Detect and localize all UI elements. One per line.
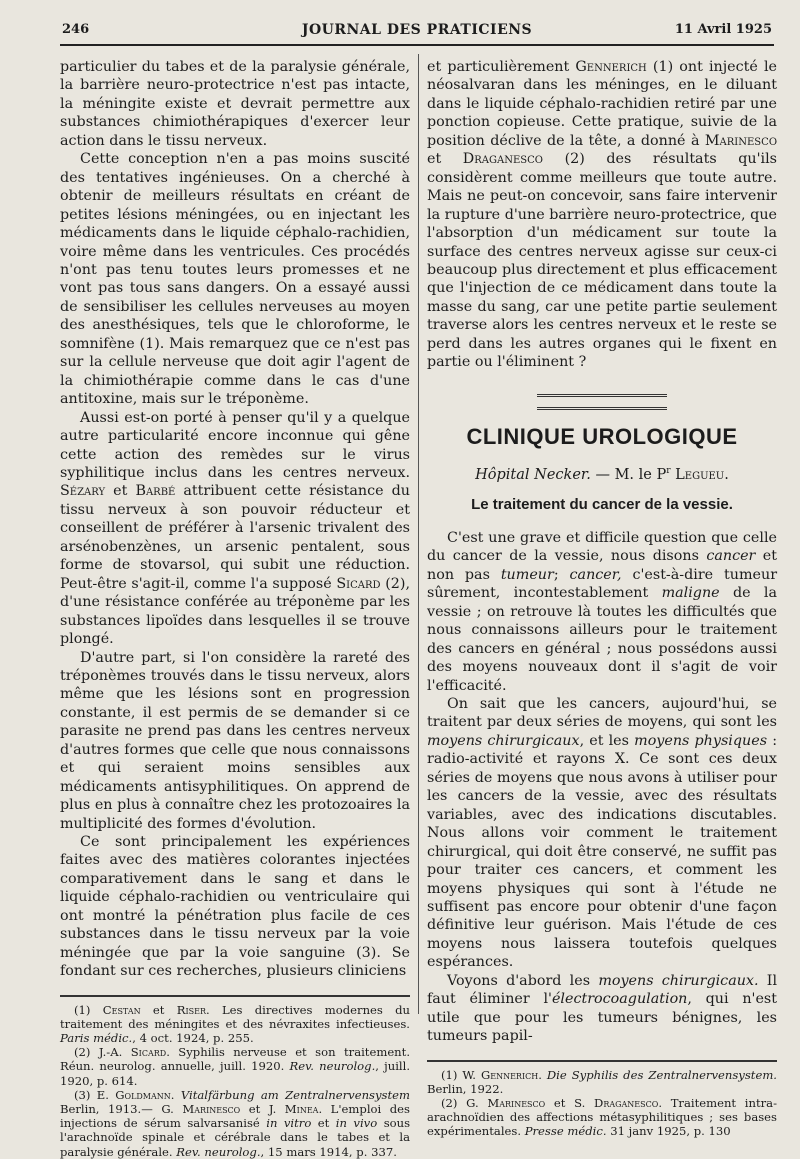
footnote-rule bbox=[427, 1060, 777, 1062]
right-paragraph-4: Voyons d'abord les moyens chirurgicaux. Il faut éliminer l'électrocoagulation, qui n'est utile que pour les tumeurs bénignes, les tumeurs papil- bbox=[427, 972, 778, 1045]
footnote-3: (3) E. Goldmann. Vitalfärbung am Zentralnervensystem Berlin, 1913.— G. Marinesco et J. Minea. L'emploi des injections de sérum salvarsanisé in vitro et in vivo sous l'arachnoïde spinale et cérébrale dans le tabes et la paralysie générale. Rev. neurolog., 15 mars 1914, p. 337. bbox=[60, 1087, 411, 1159]
author-name: Sicard bbox=[336, 575, 381, 592]
left-paragraph-2: Cette conception n'en a pas moins suscité des tentatives ingénieuses. On a cherché à obtenir de meilleurs résultats en créant de petites lésions méningées, ou en injectant les médicaments dans le liquide céphalo-rachidien, voire même dans les ventricules. Ces procédés n'ont pas tenu toutes leurs promesses et ne vont pas tous sans dangers. On a essayé aussi de sensibiliser les cellules nerveuses au moyen des anesthésiques, tels que le chloroforme, le somnifène (1). Mais remarquez que ce n'est pas sur la cellule nerveuse que doit agir l'agent de la chimiothérapie comme dans le cas d'une antitoxine, mais sur le tréponème. bbox=[60, 151, 410, 408]
left-footnotes bbox=[60, 1003, 410, 1159]
hospital-line: Hôpital Necker. — M. le $P^r$ Legueu. bbox=[475, 466, 729, 483]
right-footnotes bbox=[427, 1068, 777, 1139]
right-paragraph-2: C'est une grave et difficile question que celle du cancer de la vessie, nous disons cancer et non pas tumeur; cancer, c'est-à-dire tumeur sûrement, incontestablement maligne de la vessie ; on retrouve là toutes les difficultés que nous connaissons ailleurs pour le traitement des cancers en général ; nous possédons aussi des moyens nouveaux dont il s'agit de voir l'efficacité. bbox=[427, 529, 778, 694]
left-paragraph-5: Ce sont principalement les expériences faites avec des matières colorantes injectées comparativement dans le sang et dans le liquide céphalo-rachidien ou ventriculaire qui ont montré la pénétration plus facile de ces substances dans le tissu nerveux par la voie méningée que par la voie sanguine (3). Se fondant sur ces recherches, plusieurs cliniciens bbox=[60, 834, 410, 980]
footnote-2: (2) G. Marinesco et S. Draganesco. Traitement intra-arachnoïdien des affections métasyphilitiques ; ses bases expérimentales. Presse médic. 31 janv 1925, p. 130 bbox=[427, 1095, 777, 1139]
journal-title: JOURNAL DES PRATICIENS bbox=[301, 22, 533, 38]
left-paragraph-1: particulier du tabes et de la paralysie générale, la barrière neuro-protectrice n'est pas intacte, la méningite existe et devrait permettre aux substances chimiothérapiques d'exercer leur action dans le tissu nerveux. bbox=[60, 59, 410, 149]
column-divider bbox=[418, 54, 419, 1014]
footnote-1: (1) W. Gennerich. Die Syphilis des Zentralnervensystem. Berlin, 1922. bbox=[427, 1067, 777, 1096]
footnote-1: (1) Cestan et Riser. Les directives modernes du traitement des méningites et des névraxites infectieuses. Paris médic., 4 oct. 1924, p. 255. bbox=[60, 1002, 411, 1046]
article-title: Le traitement du cancer de la vessie. bbox=[471, 496, 733, 514]
left-paragraph-4: D'autre part, si l'on considère la rareté des tréponèmes trouvés dans le tissu nerveux, alors même que les lésions sont en progression constante, il est permis de se demander si ce parasite ne prend pas dans les centres nerveux d'autres formes que celle que nous connaissons et qui seraient moins sensibles aux médicaments antisyphilitiques. On apprend de plus en plus à connaître chez les protozoaires la multiplicité des formes d'évolution. bbox=[60, 649, 410, 832]
right-paragraph-1: et particulièrement Gennerich (1) ont injecté le néosalvaran dans les méninges, en le diluant dans le liquide céphalo-rachidien retiré par une ponction copieuse. Cette pratique, suivie de la position déclive de la tête, a donné à Marinesco et Draganesco (2) des résultats qu'ils considèrent comme meilleurs que toute autre. Mais ne peut-on concevoir, sans faire intervenir la rupture d'une barrière neuro-protectrice, que l'absorption d'un médicament sur toute la surface des centres nerveux agisse sur ceux-ci beaucoup plus directement et plus efficacement que l'injection de ce médicament dans toute la masse du sang, car une petite partie seulement traverse alors les centres nerveux et le reste se perd dans les autres organes qui le fixent en partie ou l'éliminent ? bbox=[427, 59, 778, 371]
section-ornament bbox=[537, 394, 667, 410]
right-column bbox=[427, 58, 777, 1139]
footnote-rule bbox=[60, 995, 410, 997]
left-column bbox=[60, 58, 410, 1159]
page-number: 246 bbox=[62, 22, 90, 37]
footnote-2: (2) J.-A. Sicard. Syphilis nerveuse et son traitement. Réun. neurolog. annuelle, juill. 1920. Rev. neurolog., juill. 1920, p. 614. bbox=[60, 1045, 411, 1088]
right-paragraph-3: On sait que les cancers, aujourd'hui, se traitent par deux séries de moyens, qui sont les moyens chirurgicaux, et les moyens physiques : radio-activité et rayons X. Ce sont ces deux séries de moyens que nous avons à utiliser pour les cancers de la vessie, avec des résultats variables, avec des indications discutables. Nous allons voir comment le traitement chirurgical, qui doit être conservé, ne suffit pas pour traiter ces cancers, et comment les moyens physiques qui sont à l'étude ne suffisent pas encore pour obtenir d'une façon définitive leur guérison. Mais l'étude de ces moyens nous laissera toutefois quelques espérances. bbox=[427, 695, 778, 971]
author-name: Sézary bbox=[60, 483, 106, 500]
page-header bbox=[62, 22, 772, 42]
left-paragraph-3: Aussi est-on porté à penser qu'il y a quelque autre particularité encore inconnue qui gêne cette action des remèdes sur le virus syphilitique inclus dans les centres nerveux. Sézary et Barbé attribuent cette résistance du tissu nerveux à son pouvoir réducteur et conseillent de préférer à l'arsenic trivalent des arsénobenzènes, un arsenic pentalent, sous forme de stovarsol, qui subit une réduction. Peut-être s'agit-il, comme l'a supposé Sicard (2), d'une résistance conférée au tréponème par les substances lipoïdes dans lesquelles il se trouve plongé. bbox=[60, 409, 411, 648]
header-rule bbox=[60, 44, 774, 46]
section-title: CLINIQUE UROLOGIQUE bbox=[466, 423, 738, 449]
issue-date: 11 Avril 1925 bbox=[674, 22, 772, 37]
author-name: Barbé bbox=[135, 483, 176, 500]
